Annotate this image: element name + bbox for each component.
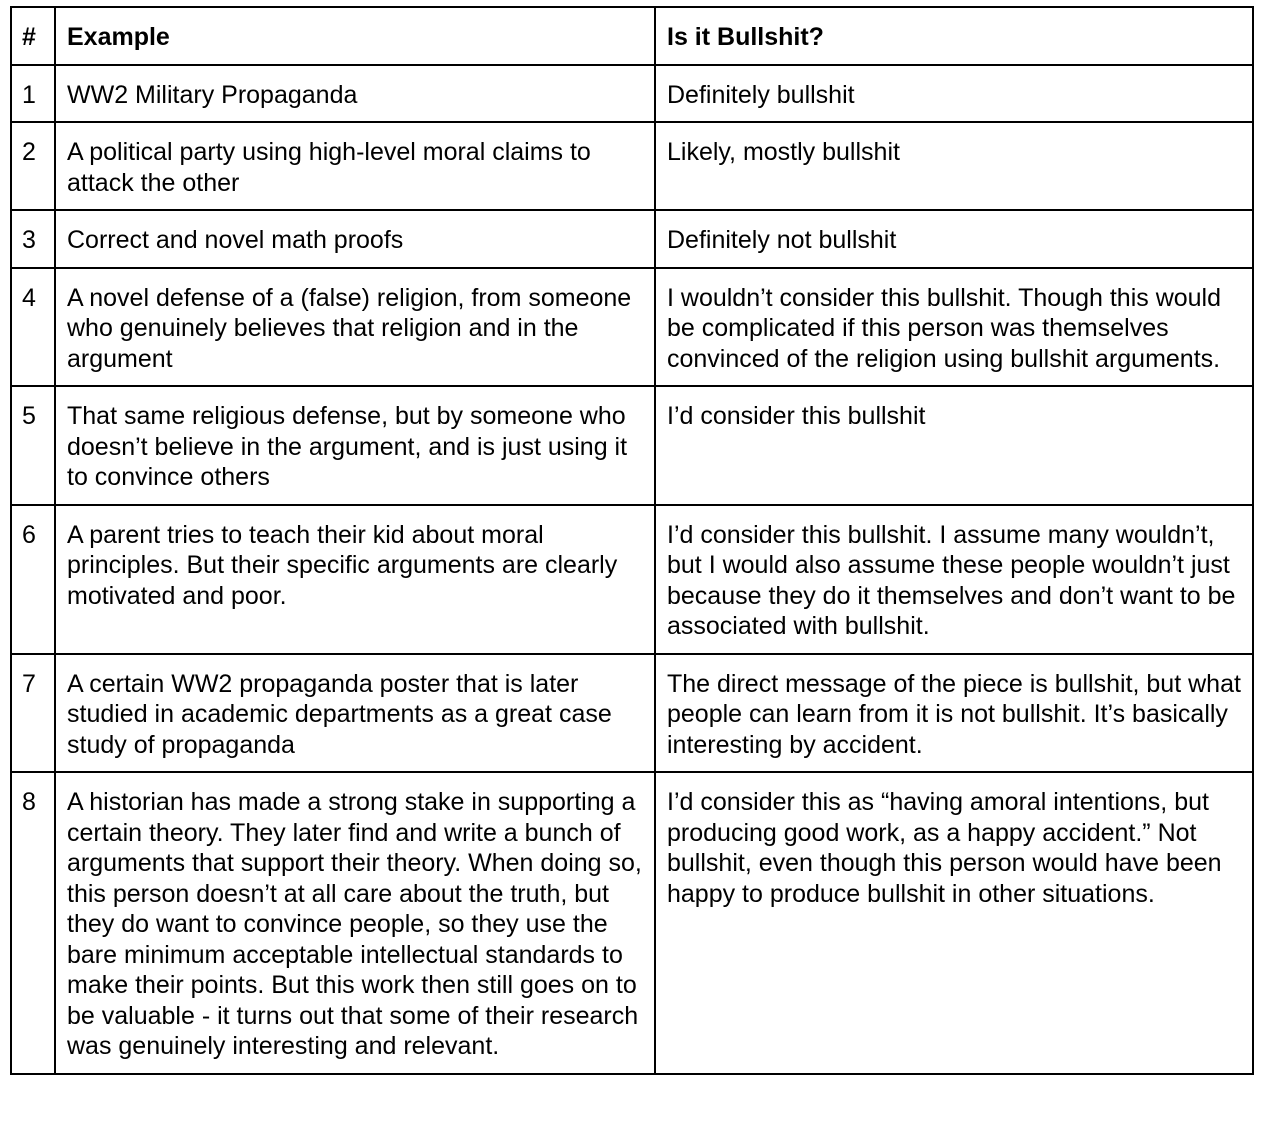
- table-row: [11, 65, 1253, 123]
- table-row: [11, 505, 1253, 654]
- table-row: [11, 654, 1253, 773]
- row-verdict: Definitely bullshit: [655, 65, 1253, 123]
- row-verdict: I’d consider this bullshit: [655, 386, 1253, 505]
- row-verdict: I’d consider this bullshit. I assume many wouldn’t, but I would also assume these people wouldn’t just because they do it themselves and don’t want to be associated with bullshit.: [655, 505, 1253, 654]
- row-example: A parent tries to teach their kid about moral principles. But their specific arguments are clearly motivated and poor.: [55, 505, 655, 654]
- row-example: A political party using high-level moral claims to attack the other: [55, 122, 655, 210]
- row-number: 4: [11, 268, 55, 387]
- row-verdict: I wouldn’t consider this bullshit. Though this would be complicated if this person was themselves convinced of the religion using bullshit arguments.: [655, 268, 1253, 387]
- row-verdict: Definitely not bullshit: [655, 210, 1253, 268]
- table-row: [11, 210, 1253, 268]
- row-number: 8: [11, 772, 55, 1074]
- row-example: A novel defense of a (false) religion, from someone who genuinely believes that religion and in the argument: [55, 268, 655, 387]
- row-number: 6: [11, 505, 55, 654]
- row-example: WW2 Military Propaganda: [55, 65, 655, 123]
- row-number: 5: [11, 386, 55, 505]
- table-row: [11, 772, 1253, 1074]
- table-row: [11, 122, 1253, 210]
- row-example: That same religious defense, but by someone who doesn’t believe in the argument, and is just using it to convince others: [55, 386, 655, 505]
- row-verdict: The direct message of the piece is bullshit, but what people can learn from it is not bullshit. It’s basically interesting by accident.: [655, 654, 1253, 773]
- row-example: A certain WW2 propaganda poster that is later studied in academic departments as a great case study of propaganda: [55, 654, 655, 773]
- row-example: Correct and novel math proofs: [55, 210, 655, 268]
- header-row: [11, 7, 1253, 65]
- table-row: [11, 268, 1253, 387]
- row-number: 3: [11, 210, 55, 268]
- header-number: #: [11, 7, 55, 65]
- row-number: 7: [11, 654, 55, 773]
- header-is-it-bullshit: Is it Bullshit?: [655, 7, 1253, 65]
- row-verdict: Likely, mostly bullshit: [655, 122, 1253, 210]
- row-number: 1: [11, 65, 55, 123]
- row-number: 2: [11, 122, 55, 210]
- table-row: [11, 386, 1253, 505]
- header-example: Example: [55, 7, 655, 65]
- bullshit-examples-table: [10, 6, 1254, 1075]
- row-example: A historian has made a strong stake in supporting a certain theory. They later find and write a bunch of arguments that support their theory. When doing so, this person doesn’t at all care about the truth, but they do want to convince people, so they use the bare minimum acceptable intellectual standards to make their points. But this work then still goes on to be valuable - it turns out that some of their research was genuinely interesting and relevant.: [55, 772, 655, 1074]
- row-verdict: I’d consider this as “having amoral intentions, but producing good work, as a happy accident.” Not bullshit, even though this person would have been happy to produce bullshit in other situations.: [655, 772, 1253, 1074]
